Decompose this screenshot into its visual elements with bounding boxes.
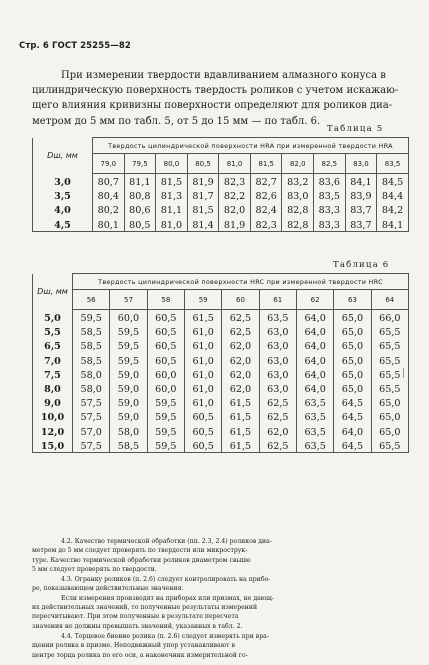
- hardness-cell: 63,0: [259, 324, 296, 338]
- table5-column-header: 82,0: [282, 154, 314, 174]
- hardness-cell: 83,9: [345, 188, 377, 202]
- page-header: Стр. 6 ГОСТ 25255—82: [19, 41, 131, 51]
- text-line: 4.4. Торцевое биение ролика (п. 2.6) следует измерять при вра-: [61, 633, 269, 640]
- hardness-cell: 82,6: [250, 188, 282, 202]
- text-line: щего влияния кривизны поверхности определяют для роликов диа-: [32, 100, 393, 112]
- hardness-cell: 83,0: [282, 188, 314, 202]
- hardness-cell: 58,5: [110, 438, 147, 453]
- hardness-cell: 62,0: [222, 381, 259, 395]
- hardness-cell: 65,0: [334, 367, 371, 381]
- table6: [32, 273, 409, 453]
- table6-column-header: 63: [334, 290, 371, 310]
- hardness-cell: 61,5: [222, 424, 259, 438]
- hardness-cell: 83,5: [314, 188, 346, 202]
- table6-column-header: 56: [73, 290, 110, 310]
- hardness-cell: 59,5: [147, 438, 184, 453]
- hardness-cell: 64,5: [334, 409, 371, 423]
- diameter-cell: 8,0: [33, 381, 73, 395]
- diameter-cell: 7,5: [33, 367, 73, 381]
- hardness-cell: 65,5: [371, 438, 408, 453]
- hardness-cell: 82,4: [250, 202, 282, 216]
- table5-title: Твердость цилиндрической поверхности HRA при измеренной твердости HRA: [93, 138, 409, 154]
- hardness-cell: 82,8: [282, 202, 314, 216]
- hardness-cell: 57,0: [73, 424, 110, 438]
- hardness-cell: 60,5: [184, 409, 221, 423]
- hardness-cell: 65,5: [371, 353, 408, 367]
- hardness-cell: 84,4: [377, 188, 409, 202]
- hardness-cell: 81,9: [187, 174, 219, 189]
- table5-column-header: 79,0: [93, 154, 125, 174]
- table-row: [33, 174, 409, 189]
- diameter-cell: 10,0: [33, 409, 73, 423]
- diameter-cell: 7,0: [33, 353, 73, 367]
- hardness-cell: 64,0: [296, 310, 333, 325]
- paragraph-4-4: [32, 632, 407, 660]
- intro-paragraph: [32, 68, 407, 129]
- diameter-cell: 15,0: [33, 438, 73, 453]
- hardness-cell: 80,4: [93, 188, 125, 202]
- hardness-cell: 62,0: [259, 424, 296, 438]
- hardness-cell: 81,1: [124, 174, 156, 189]
- hardness-cell: 63,0: [259, 338, 296, 352]
- hardness-cell: 57,5: [73, 438, 110, 453]
- table6-title: Твердость цилиндрической поверхности HRC при измеренной твердости HRC: [73, 274, 409, 290]
- text-line: центре торца ролика по его оси, а наконечник измерительной го-: [32, 651, 248, 659]
- hardness-cell: 59,0: [110, 381, 147, 395]
- hardness-cell: 84,5: [377, 174, 409, 189]
- diameter-cell: 9,0: [33, 395, 73, 409]
- hardness-cell: 83,7: [345, 217, 377, 232]
- hardness-cell: 81,9: [219, 217, 251, 232]
- hardness-cell: 66,0: [371, 310, 408, 325]
- table6-caption: Таблица 6: [333, 260, 390, 270]
- hardness-cell: 65,0: [334, 338, 371, 352]
- hardness-cell: 81,4: [187, 217, 219, 232]
- hardness-cell: 63,0: [259, 381, 296, 395]
- hardness-cell: 60,5: [147, 310, 184, 325]
- hardness-cell: 62,5: [222, 324, 259, 338]
- hardness-cell: 60,0: [147, 381, 184, 395]
- hardness-cell: 81,3: [156, 188, 188, 202]
- text-line: щении ролика в призме. Неподвижный упор устанавливают в: [32, 642, 236, 650]
- hardness-cell: 63,5: [296, 409, 333, 423]
- paragraph-4-2: [32, 537, 407, 574]
- hardness-cell: 65,0: [334, 353, 371, 367]
- margin-mark: [403, 368, 404, 378]
- hardness-cell: 64,0: [296, 367, 333, 381]
- hardness-cell: 60,5: [184, 424, 221, 438]
- text-line: метром до 5 мм по табл. 5, от 5 до 15 мм — по табл. 6.: [32, 115, 321, 127]
- hardness-cell: 60,5: [147, 353, 184, 367]
- hardness-cell: 58,5: [73, 338, 110, 352]
- hardness-cell: 82,3: [250, 217, 282, 232]
- hardness-cell: 80,1: [93, 217, 125, 232]
- hardness-cell: 80,6: [124, 202, 156, 216]
- table-row: [33, 338, 409, 352]
- hardness-cell: 63,5: [296, 438, 333, 453]
- hardness-cell: 65,5: [371, 381, 408, 395]
- hardness-cell: 65,5: [371, 324, 408, 338]
- hardness-cell: 65,0: [334, 381, 371, 395]
- hardness-cell: 61,0: [184, 381, 221, 395]
- hardness-cell: 82,0: [219, 202, 251, 216]
- hardness-cell: 64,0: [334, 424, 371, 438]
- text-line: 4.2. Качество термической обработки (пп. 2.3, 2.4) роликов диа-: [61, 538, 272, 545]
- hardness-cell: 61,5: [184, 310, 221, 325]
- table6-column-header: 58: [147, 290, 184, 310]
- hardness-cell: 64,0: [296, 353, 333, 367]
- hardness-cell: 59,0: [110, 395, 147, 409]
- diameter-cell: 4,0: [33, 202, 93, 216]
- hardness-cell: 62,0: [222, 367, 259, 381]
- hardness-cell: 63,5: [296, 424, 333, 438]
- table6-column-header: 57: [110, 290, 147, 310]
- hardness-cell: 82,3: [219, 174, 251, 189]
- hardness-cell: 80,5: [124, 217, 156, 232]
- table-row: [33, 409, 409, 423]
- table6-column-header: 60: [222, 290, 259, 310]
- table5-column-header: 79,5: [124, 154, 156, 174]
- hardness-cell: 61,5: [222, 409, 259, 423]
- diameter-cell: 4,5: [33, 217, 93, 232]
- diameter-cell: 12,0: [33, 424, 73, 438]
- hardness-cell: 84,2: [377, 202, 409, 216]
- text-line: 5 мм следует проверять по твердости.: [32, 566, 157, 574]
- hardness-cell: 65,5: [371, 338, 408, 352]
- hardness-cell: 82,8: [282, 217, 314, 232]
- hardness-cell: 81,1: [156, 202, 188, 216]
- diameter-cell: 5,5: [33, 324, 73, 338]
- hardness-cell: 81,0: [156, 217, 188, 232]
- hardness-cell: 58,0: [73, 367, 110, 381]
- hardness-cell: 58,0: [73, 381, 110, 395]
- hardness-cell: 60,0: [110, 310, 147, 325]
- hardness-cell: 58,5: [73, 324, 110, 338]
- hardness-cell: 80,8: [124, 188, 156, 202]
- hardness-cell: 63,0: [259, 367, 296, 381]
- hardness-cell: 62,5: [222, 310, 259, 325]
- diameter-cell: 5,0: [33, 310, 73, 325]
- hardness-cell: 81,5: [156, 174, 188, 189]
- table5-column-header: 83,5: [377, 154, 409, 174]
- text-line: ре, показывающем действительные значения.: [32, 585, 184, 593]
- hardness-cell: 62,5: [259, 409, 296, 423]
- text-line: метром до 5 мм следует проверять по твердости или микрострук-: [32, 547, 248, 555]
- hardness-cell: 60,5: [184, 438, 221, 453]
- table-row: [33, 188, 409, 202]
- table6-column-header: 61: [259, 290, 296, 310]
- table6-column-header: 64: [371, 290, 408, 310]
- table-row: [33, 202, 409, 216]
- hardness-cell: 63,5: [259, 310, 296, 325]
- paragraph-4-3: [32, 575, 407, 631]
- hardness-cell: 62,0: [222, 353, 259, 367]
- hardness-cell: 61,5: [222, 438, 259, 453]
- table5-column-header: 83,0: [345, 154, 377, 174]
- hardness-cell: 59,5: [73, 310, 110, 325]
- hardness-cell: 81,5: [187, 202, 219, 216]
- hardness-cell: 64,5: [334, 438, 371, 453]
- table-row: [33, 324, 409, 338]
- table-row: [33, 353, 409, 367]
- text-line: их действительных значений, то полученные результаты измерений: [32, 604, 258, 612]
- table5-column-header: 80,5: [187, 154, 219, 174]
- hardness-cell: 65,0: [334, 310, 371, 325]
- hardness-cell: 60,5: [147, 338, 184, 352]
- diameter-cell: 3,5: [33, 188, 93, 202]
- table-row: [33, 217, 409, 232]
- hardness-cell: 65,0: [371, 424, 408, 438]
- table-row: [33, 381, 409, 395]
- hardness-cell: 64,5: [334, 395, 371, 409]
- table-row: [33, 310, 409, 325]
- hardness-cell: 59,0: [110, 367, 147, 381]
- diameter-cell: 3,0: [33, 174, 93, 189]
- hardness-cell: 59,5: [110, 338, 147, 352]
- hardness-cell: 84,1: [345, 174, 377, 189]
- hardness-cell: 61,0: [184, 395, 221, 409]
- text-line: цилиндрическую поверхность твердость роликов с учетом искажаю-: [32, 85, 399, 97]
- hardness-cell: 60,5: [147, 324, 184, 338]
- hardness-cell: 61,0: [184, 338, 221, 352]
- text-line: пересчитывают. При этом полученные в результате пересчета: [32, 613, 239, 621]
- hardness-cell: 57,5: [73, 395, 110, 409]
- hardness-cell: 62,5: [259, 395, 296, 409]
- table5-caption: Таблица 5: [327, 124, 384, 134]
- hardness-cell: 59,5: [147, 395, 184, 409]
- text-line: При измерении твердости вдавливанием алмазного конуса в: [61, 70, 386, 81]
- table6-column-header: 59: [184, 290, 221, 310]
- table5: [32, 137, 409, 232]
- text-line: туре. Качество термической обработки роликов диаметром свыше: [32, 556, 251, 564]
- hardness-cell: 61,0: [184, 324, 221, 338]
- table5-column-header: 81,0: [219, 154, 251, 174]
- hardness-cell: 59,5: [147, 409, 184, 423]
- hardness-cell: 82,2: [219, 188, 251, 202]
- table-row: [33, 395, 409, 409]
- table6-column-header: 62: [296, 290, 333, 310]
- hardness-cell: 65,0: [334, 324, 371, 338]
- hardness-cell: 82,7: [250, 174, 282, 189]
- hardness-cell: 57,5: [73, 409, 110, 423]
- hardness-cell: 83,2: [282, 174, 314, 189]
- hardness-cell: 58,5: [73, 353, 110, 367]
- hardness-cell: 84,1: [377, 217, 409, 232]
- table-row: [33, 424, 409, 438]
- hardness-cell: 65,0: [371, 409, 408, 423]
- hardness-cell: 61,0: [184, 353, 221, 367]
- hardness-cell: 64,0: [296, 381, 333, 395]
- hardness-cell: 81,7: [187, 188, 219, 202]
- text-line: 4.3. Огранку роликов (п. 2.6) следует контролировать на прибо-: [61, 576, 271, 583]
- table5-row-header: Dш, мм: [33, 138, 93, 174]
- hardness-cell: 62,0: [222, 338, 259, 352]
- hardness-cell: 62,5: [259, 438, 296, 453]
- hardness-cell: 58,0: [110, 424, 147, 438]
- hardness-cell: 63,0: [259, 353, 296, 367]
- table5-column-header: 80,0: [156, 154, 188, 174]
- hardness-cell: 83,3: [314, 217, 346, 232]
- diameter-cell: 6,5: [33, 338, 73, 352]
- hardness-cell: 65,5: [371, 367, 408, 381]
- table6-row-header: Dш, мм: [33, 274, 73, 310]
- hardness-cell: 83,7: [345, 202, 377, 216]
- hardness-cell: 80,7: [93, 174, 125, 189]
- table-row: [33, 367, 409, 381]
- table5-column-header: 82,5: [314, 154, 346, 174]
- hardness-cell: 59,5: [110, 353, 147, 367]
- hardness-cell: 59,0: [110, 409, 147, 423]
- hardness-cell: 83,6: [314, 174, 346, 189]
- text-line: значения не должны превышать значений, указанных в табл. 2.: [32, 622, 243, 630]
- hardness-cell: 60,0: [147, 367, 184, 381]
- hardness-cell: 63,5: [296, 395, 333, 409]
- hardness-cell: 80,2: [93, 202, 125, 216]
- text-line: Если измерения производят на приборах или призмах, не дающ-: [61, 594, 274, 602]
- hardness-cell: 83,3: [314, 202, 346, 216]
- hardness-cell: 61,0: [184, 367, 221, 381]
- table5-column-header: 81,5: [250, 154, 282, 174]
- table-row: [33, 438, 409, 453]
- hardness-cell: 64,0: [296, 324, 333, 338]
- hardness-cell: 59,5: [147, 424, 184, 438]
- hardness-cell: 59,5: [110, 324, 147, 338]
- hardness-cell: 65,0: [371, 395, 408, 409]
- hardness-cell: 61,5: [222, 395, 259, 409]
- hardness-cell: 64,0: [296, 338, 333, 352]
